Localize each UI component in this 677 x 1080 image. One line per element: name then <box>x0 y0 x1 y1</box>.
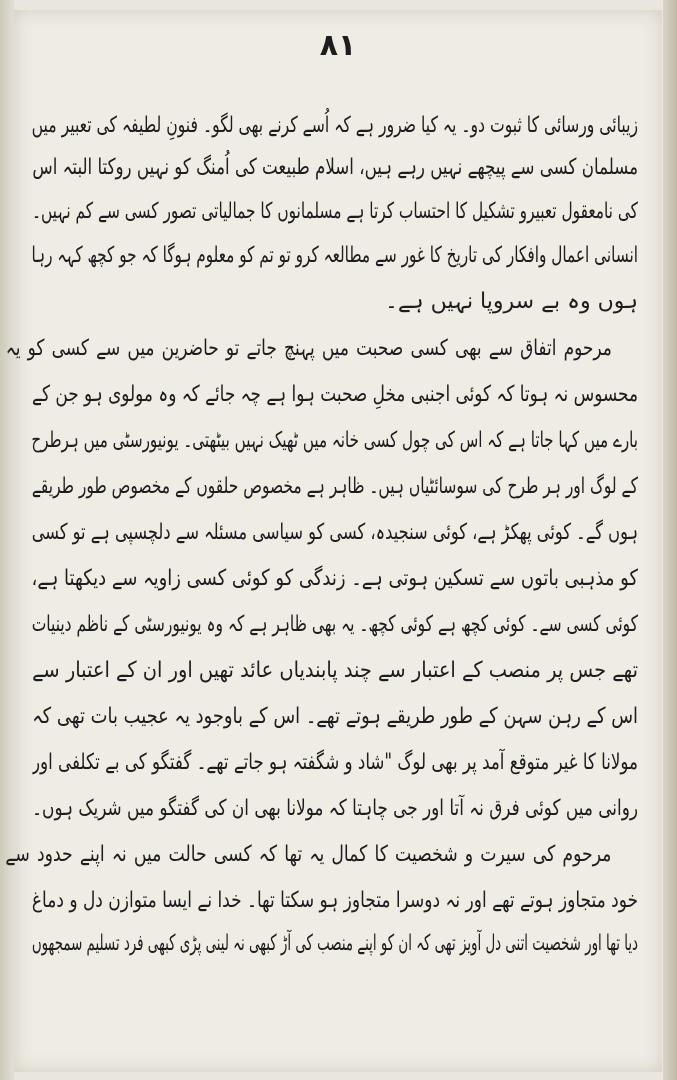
book-page <box>5 10 662 1072</box>
text-line-18: خود متجاوز ہوتے تھے اور نہ دوسرا متجاوز ہو سکتا تھا۔ خدا نے ایسا متوازن دل و دماغ <box>31 888 638 913</box>
text-line-7: محسوس نہ ہوتا کہ کوئی اجنبی مخلِ صحبت ہوا ہے چہ جائے کہ وہ مولوی ہو جن کے <box>32 382 638 407</box>
page-edge-right <box>663 0 677 1080</box>
text-line-10: ہوں گے۔ کوئی پھکڑ ہے، کوئی سنجیدہ، کسی کو سیاسی مسئلہ سے دلچسپی ہے تو کسی <box>32 520 638 545</box>
text-line-5: ہوں وہ بے سروپا نہیں ہے۔ <box>385 289 638 314</box>
text-line-6: مرحوم اتفاق سے بھی کسی صحبت میں پہنچ جاتے تو حاضرین میں سے کسی کو یہ <box>5 336 612 361</box>
page-edge-left <box>0 0 14 1080</box>
text-line-8: بارے میں کہا جاتا ہے کہ اس کی چول کسی خانہ میں ٹھیک نہیں بیٹھتی۔ یونیورسٹی میں ہرطرح <box>31 428 638 453</box>
text-line-17: مرحوم کی سیرت و شخصیت کا کمال یہ تھا کہ کسی حالت میں نہ اپنے حدود سے <box>5 842 612 867</box>
text-line-11: کو مذہبی باتوں سے تسکین ہوتی ہے۔ زندگی کو کوئی کسی زاویہ سے دیکھتا ہے، <box>31 566 638 591</box>
text-line-1: زیبائی ورسائی کا ثبوت دو۔ یہ کیا ضرور ہے کہ اُسے کرنے بھی لگو۔ فنونِ لطیفہ کی تعبیر میں <box>31 113 638 138</box>
text-line-13: تھے جس پر منصب کے اعتبار سے چند پابندیاں عائد تھیں اور ان کے اعتبار سے <box>32 658 638 683</box>
text-line-14: اس کے رہن سہن کے طور طریقے ہوتے تھے۔ اس کے باوجود یہ عجیب بات تھی کہ <box>32 704 638 729</box>
text-line-16: روانی میں کوئی فرق نہ آتا اور جی چاہتا کہ مولانا بھی ان کی گفتگو میں شریک ہوں۔ <box>32 796 638 821</box>
page-number: ۸۱ <box>319 28 357 63</box>
text-line-15: مولانا کا غیر متوقع آمد پر بھی لوگ "شاد و شگفتہ ہو جاتے تھے۔ گفتگو کی بے تکلفی اور <box>32 750 638 775</box>
text-line-4: انسانی اعمال وافکار کی تاریخ کا غور سے مطالعہ کرو تو تم کو معلوم ہوگا کہ جو کچھ کہہ رہا <box>31 243 638 268</box>
text-line-12: کوئی کسی سے۔ کوئی کچھ ہے کوئی کچھ۔ یہ بھی ظاہر ہے کہ وہ یونیورسٹی کے ناظم دینیات <box>32 612 638 637</box>
text-line-9: کے لوگ اور ہر طرح کی سوسائٹیاں ہیں۔ ظاہر ہے مخصوص حلقوں کے مخصوص طور طریقے <box>31 474 638 499</box>
text-line-2: مسلمان کسی سے پیچھے نہیں رہے ہیں، اسلام طبیعت کی اُمنگ کو نہیں روکتا البتہ اس <box>32 155 638 180</box>
text-line-19: دیا تھا اور شخصیت اتنی دل آویز تھی کہ ان کو اپنے منصب کی آڑ کبھی نہ لینی پڑی کبھی فرد تسلیم سمجھوں <box>31 931 638 956</box>
text-line-3: کی نامعقول تعبیرو تشکیل کا احتساب کرتا ہے مسلمانوں کا جمالیاتی تصور کسی سے کم نہیں۔ <box>31 199 638 224</box>
body-text <box>5 106 638 964</box>
